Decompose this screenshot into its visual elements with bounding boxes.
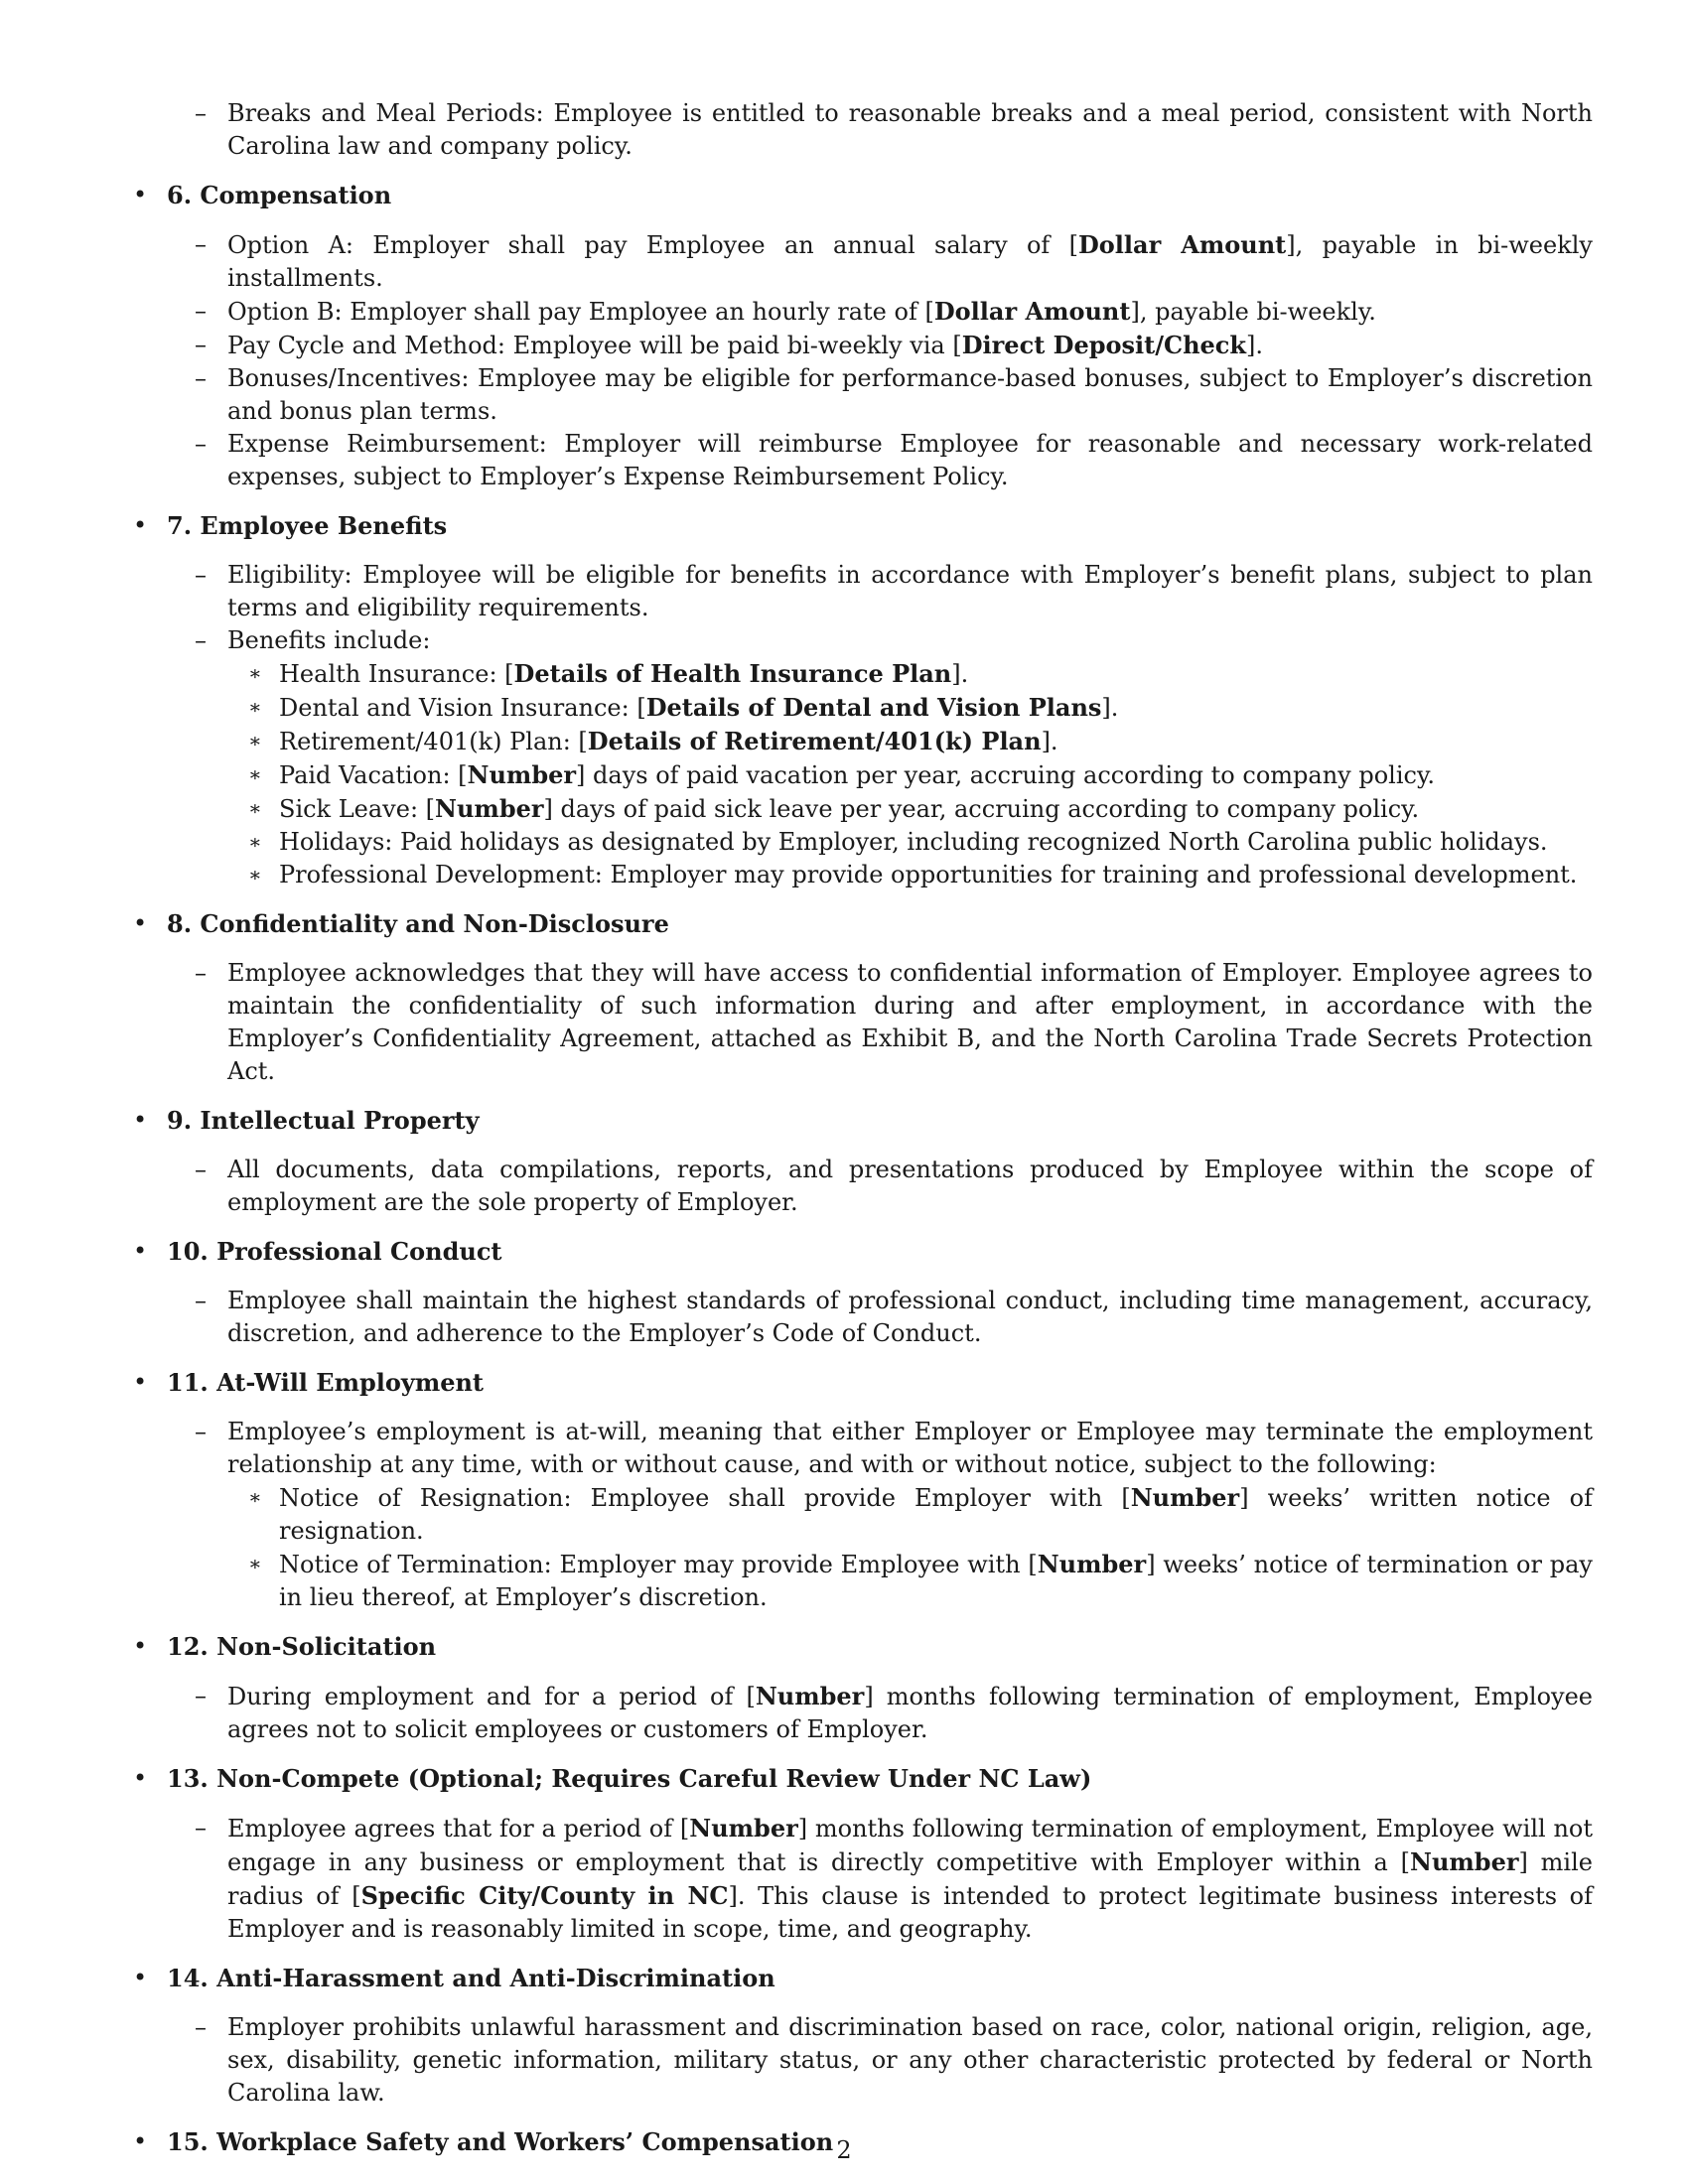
placeholder-field: Number [755,1682,865,1710]
placeholder-field: Direct Deposit/Check [961,331,1247,359]
asterisk-marker: ∗ [248,830,262,854]
section-intellectual-property [133,1104,1593,1219]
bullet-icon: • [133,181,148,208]
asterisk-marker: ∗ [248,695,262,719]
section-heading [133,1366,1593,1399]
list-item [133,295,1593,329]
item-text: Employee acknowledges that they will have access to confidential information of Employer. Employee agrees to maintain the confidentiality of such information during and after employment, in accordance with the Employer’s Confidentiality Agreement, attached as Exhibit B, and the North Carolina Trade Secrets Protection Act. [227,959,1593,1085]
section-title: 8. Confidentiality and Non-Disclosure [167,909,669,938]
sub-list-item [133,725,1593,758]
section-title: 10. Professional Conduct [167,1237,502,1266]
item-text: ] months following termination of employment, Employee agrees not to solicit employees or customers of Employer. [227,1683,1593,1743]
placeholder-field: Details of Retirement/401(k) Plan [587,727,1042,755]
section-title: 11. At-Will Employment [167,1368,485,1397]
list-item [133,97,1593,163]
section-heading [133,179,1593,211]
bullet-icon: • [133,1237,148,1265]
page-number: 2 [836,2136,852,2164]
bullet-icon: • [133,1964,148,1991]
item-text: ] weeks’ written notice of resignation. [279,1484,1593,1545]
item-text: ] days of paid vacation per year, accruing according to company policy. [576,761,1435,789]
item-text: Benefits include: [227,626,431,654]
section-items [133,228,1593,493]
list-item [133,957,1593,1088]
item-text: Breaks and Meal Periods: Employee is entitled to reasonable breaks and a meal period, consistent with North Carolina law and company policy. [227,99,1593,160]
section-title: 7. Employee Benefits [167,511,448,540]
section-title: 12. Non-Solicitation [167,1632,437,1661]
section-items [133,957,1593,1088]
section-items [133,1416,1593,1614]
section-non-compete [133,1762,1593,1946]
item-text: ]. [1246,332,1264,359]
dash-marker: – [195,561,207,589]
item-text: Paid Vacation: [ [279,761,468,789]
dash-marker: – [195,99,207,127]
section-heading [133,1962,1593,1994]
sub-list-item [133,859,1593,891]
section-heading [133,1235,1593,1268]
bullet-icon: • [133,1764,148,1792]
item-text: Option B: Employer shall pay Employee an hourly rate of [ [227,298,934,326]
bullet-icon: • [133,1368,148,1396]
section-anti-harassment [133,1962,1593,2110]
list-item [133,559,1593,624]
dash-marker: – [195,430,207,458]
item-text: Notice of Termination: Employer may provide Employee with [ [279,1551,1038,1578]
section-title: 9. Intellectual Property [167,1106,480,1135]
placeholder-field: Number [1130,1483,1240,1512]
dash-marker: – [195,1156,207,1183]
dash-marker: – [195,1287,207,1314]
section-items [133,559,1593,891]
item-text: ], payable bi-weekly. [1130,298,1376,326]
item-text: Bonuses/Incentives: Employee may be eligible for performance-based bonuses, subject to Employer’s discretion and bonus plan terms. [227,364,1593,425]
asterisk-marker: ∗ [248,1485,262,1509]
item-text: Employer prohibits unlawful harassment and discrimination based on race, color, national origin, religion, age, sex, disability, genetic information, military status, or any other characteristic protected by federal or North Carolina law. [227,2013,1593,2107]
list-item [133,1812,1593,1946]
section-confidentiality [133,907,1593,1088]
item-text: All documents, data compilations, reports, and presentations produced by Employee within the scope of employment are the sole property of Employer. [227,1156,1593,1216]
bullet-icon: • [133,1632,148,1660]
placeholder-field: Details of Health Insurance Plan [513,659,952,688]
sub-list-item [133,792,1593,826]
item-text: ] months following termination of employment, Employee will not engage in any business or employment that is directly competitive with Employer within a [ [227,1815,1594,1876]
item-text: ] mile radius of [ [227,1848,1593,1910]
item-text: Health Insurance: [ [279,660,514,688]
list-item [133,362,1593,428]
section-at-will-employment [133,1366,1593,1614]
item-text: Notice of Resignation: Employee shall provide Employer with [ [279,1484,1131,1512]
placeholder-field: Dollar Amount [1077,230,1287,259]
item-text: ] days of paid sick leave per year, accruing according to company policy. [543,795,1420,823]
dash-marker: – [195,626,207,654]
item-text: Professional Development: Employer may provide opportunities for training and professional development. [279,861,1578,888]
list-item [133,428,1593,493]
item-text: ]. [951,660,969,688]
placeholder-field: Number [435,794,544,823]
sub-list-item [133,691,1593,725]
section-title: 6. Compensation [167,181,392,209]
sub-list-item [133,826,1593,859]
list-item [133,1416,1593,1481]
asterisk-marker: ∗ [248,661,262,685]
section-professional-conduct [133,1235,1593,1350]
dash-marker: – [195,959,207,987]
item-text: ]. This clause is intended to protect legitimate business interests of Employer and is reasonably limited in scope, time, and geography. [227,1882,1594,1943]
sub-list-item [133,758,1593,792]
asterisk-marker: ∗ [248,1552,262,1575]
item-text: ], payable in bi-weekly installments. [227,231,1593,292]
placeholder-field: Number [689,1814,798,1843]
bullet-icon: • [133,909,148,937]
dash-marker: – [195,297,207,325]
item-text: Option A: Employer shall pay Employee an annual salary of [ [227,231,1078,259]
dash-marker: – [195,230,207,258]
asterisk-marker: ∗ [248,863,262,887]
list-item [133,2011,1593,2110]
list-item [133,228,1593,295]
dash-marker: – [195,1682,207,1709]
item-text: Dental and Vision Insurance: [ [279,694,646,722]
section-items [133,1680,1593,1746]
placeholder-field: Specific City/County in NC [360,1881,729,1910]
section-heading [133,509,1593,542]
list-item [133,1285,1593,1350]
section-heading [133,1762,1593,1795]
asterisk-marker: ∗ [248,796,262,820]
item-text: Retirement/401(k) Plan: [ [279,728,588,755]
section-items [133,1285,1593,1350]
section-non-solicitation [133,1630,1593,1746]
item-text: Holidays: Paid holidays as designated by Employer, including recognized North Carolina public holidays. [279,828,1548,856]
bullet-icon: • [133,2127,148,2155]
dash-marker: – [195,364,207,392]
sub-list-item [133,657,1593,691]
placeholder-field: Number [1037,1550,1147,1578]
item-text: During employment and for a period of [ [227,1683,756,1710]
sub-list-item [133,1481,1593,1548]
dash-marker: – [195,1814,207,1842]
section-title: 13. Non-Compete (Optional; Requires Careful Review Under NC Law) [167,1764,1092,1793]
section-title: 15. Workplace Safety and Workers’ Compensation [167,2127,834,2156]
section-items [133,1154,1593,1219]
section-heading [133,907,1593,940]
dash-marker: – [195,331,207,358]
section-heading [133,1104,1593,1137]
dash-marker: – [195,2013,207,2041]
item-text: Employee agrees that for a period of [ [227,1815,690,1843]
section-items [133,1812,1593,1946]
document-body [133,97,1593,2158]
list-item [133,329,1593,362]
item-text: Employee’s employment is at-will, meaning that either Employer or Employee may terminate the employment relationship at any time, with or without cause, and with or without notice, subject to the following: [227,1418,1593,1478]
sub-list-item [133,1548,1593,1614]
section-heading [133,1630,1593,1663]
item-text: Eligibility: Employee will be eligible for benefits in accordance with Employer’s benefit plans, subject to plan terms and eligibility requirements. [227,561,1593,621]
item-text: ] weeks’ notice of termination or pay in lieu thereof, at Employer’s discretion. [279,1551,1593,1611]
list-item [133,624,1593,657]
item-text: Sick Leave: [ [279,795,436,823]
placeholder-field: Dollar Amount [933,297,1131,326]
list-item [133,1154,1593,1219]
placeholder-field: Number [467,760,577,789]
asterisk-marker: ∗ [248,729,262,752]
section-employee-benefits [133,509,1593,891]
asterisk-marker: ∗ [248,762,262,786]
list-item [133,1680,1593,1746]
placeholder-field: Number [1410,1847,1519,1876]
section-compensation [133,179,1593,493]
bullet-icon: • [133,511,148,539]
section-items [133,2011,1593,2110]
item-text: Pay Cycle and Method: Employee will be paid bi-weekly via [ [227,332,962,359]
item-text: ]. [1101,694,1119,722]
bullet-icon: • [133,1106,148,1134]
dash-marker: – [195,1418,207,1445]
placeholder-field: Details of Dental and Vision Plans [645,693,1102,722]
item-text: Employee shall maintain the highest standards of professional conduct, including time management, accuracy, discretion, and adherence to the Employer’s Code of Conduct. [227,1287,1593,1347]
section-title: 14. Anti-Harassment and Anti-Discrimination [167,1964,775,1992]
item-text: ]. [1041,728,1058,755]
item-text: Expense Reimbursement: Employer will reimburse Employee for reasonable and necessary work-related expenses, subject to Employer’s Expense Reimbursement Policy. [227,430,1593,490]
